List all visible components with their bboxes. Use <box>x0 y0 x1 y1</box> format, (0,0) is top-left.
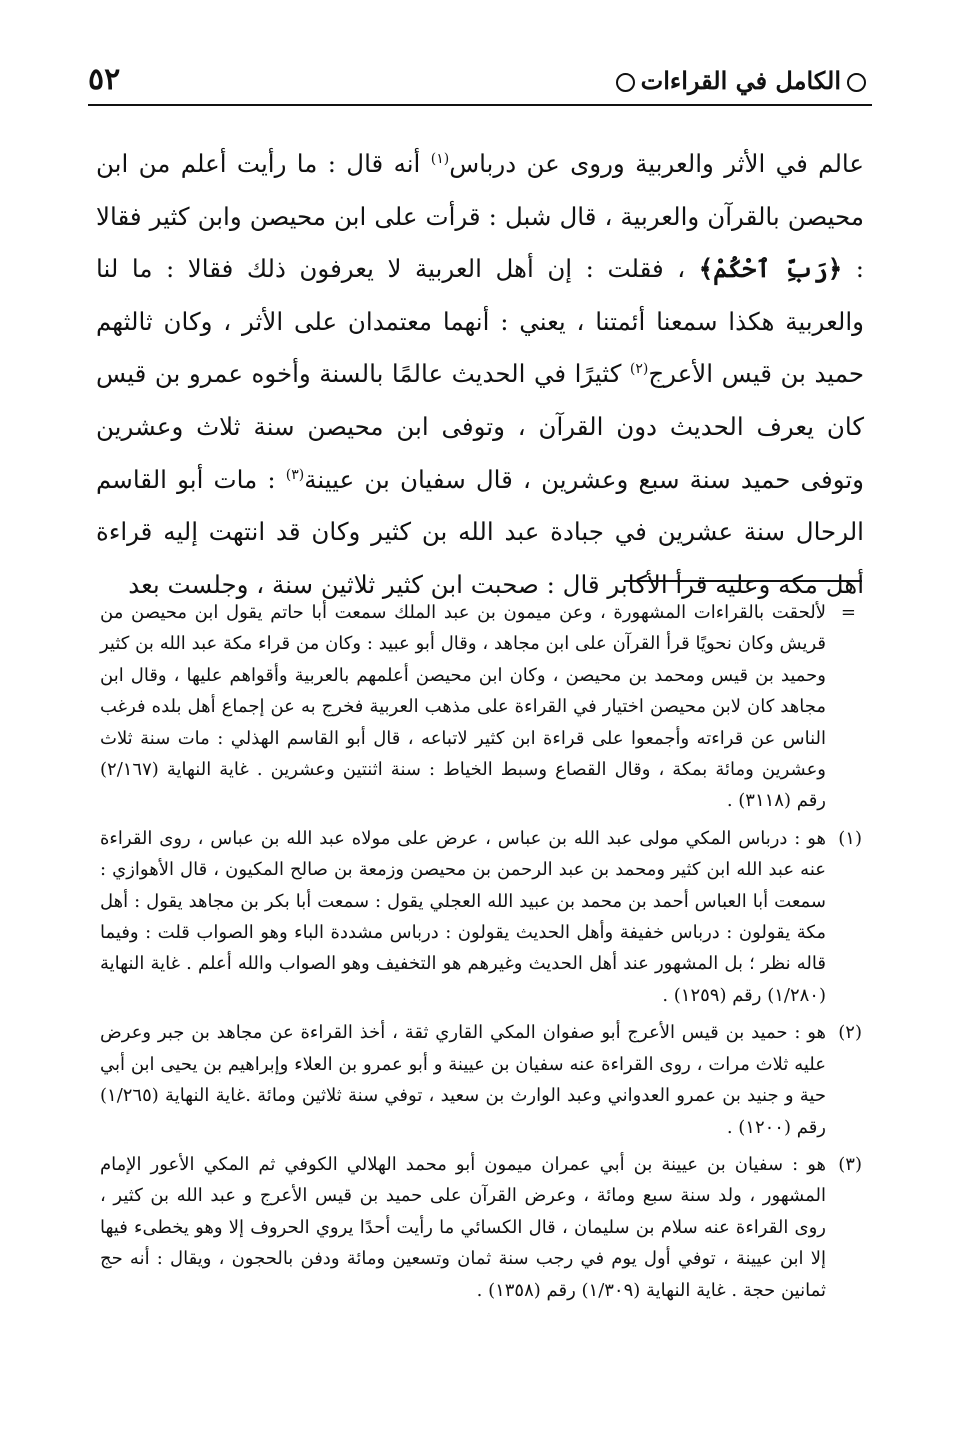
page-number: ٥٢ <box>88 62 121 97</box>
book-title-text: الكامل في القراءات <box>640 66 841 95</box>
main-text <box>96 138 864 611</box>
footnote-marker: = <box>840 602 856 623</box>
text-segment: كثيرًا في الحديث عالمًا بالسنة وأخوه عمرو بن قيس كان يعرف الحديث دون القرآن ، وتوفى ابن محيصن سنة ثلاث وعشرين وتوفى حميد سنة سبع وعشرين ، قال سفيان بن عيينة <box>96 359 864 494</box>
book-title <box>610 66 872 95</box>
footnote-text: لألحقت بالقراءات المشهورة ، وعن ميمون بن عبد الملك سمعت أبا حاتم يقول ابن محيصن من قريش وكان نحويًا قرأ القرآن على ابن مجاهد ، وقال أبو عبيد : وكان من قراء مكة عبد الله بن كثير وحميد بن قيس ومحمد بن محيصن ، وكان ابن محيصن أعلمهم بالعربية وأقواهم عليها ، وقال ابن مجاهد كان لابن محيصن اختيار في القراءة على مذهب العربية فخرج به عن إجماع أهل بلده فرغب الناس عن قراءته وأجمعوا على قراءة ابن كثير لاتباعه ، قال أبو القاسم الهذلي : مات سنة ثلاث وعشرين ومائة بمكة ، وقال القصاع وسبط الخياط : سنة اثنتين وعشرين . غاية النهاية (٢/١٦٧) رقم (٣١١٨) . <box>100 602 826 812</box>
text-segment: : مات أبو القاسم الرحال سنة عشرين في جبادة عبد الله بن كثير وكان قد انتهت إليه قراءة أهل مكة وعليه قرأ الأكابر قال : صحبت ابن كثير ثلاثين سنة ، وجلست بعد <box>96 464 864 599</box>
circle-ornament-icon <box>847 73 866 92</box>
footnote-continuation <box>100 597 862 817</box>
footnote-2 <box>100 1017 862 1143</box>
text-segment: أنه قال : ما رأيت أعلم من ابن محيصن بالقرآن والعربية ، قال شبل : قرأت على ابن محيصن وابن كثير فقالا : <box>96 149 864 284</box>
running-header <box>88 62 872 106</box>
footnote-1 <box>100 823 862 1011</box>
footnote-marker: (٣) <box>838 1153 862 1175</box>
footnote-text: هو : درباس المكي مولى عبد الله بن عباس ، عرض على مولاه عبد الله بن عباس ، روى القراءة عنه عبد الله ابن كثير ومحمد بن عبد الرحمن بن محيصن وزمعة بن صالح المكيون ، قال الأهوازي : سمعت أبا العباس أحمد بن محمد بن عبيد الله العجلي يقول : سمعت أبا بكر بن مجاهد يقول : أهل مكة يقولون : درباس خفيفة وأهل الحديث يقولون : درباس مشددة الباء وهو الصواب قلت : وفيما قاله نظر ؛ بل المشهور عند أهل الحديث وغيرهم هو التخفيف وهو الصواب والله أعلم . غاية النهاية (١/٢٨٠) رقم (١٢٥٩) . <box>100 827 826 1006</box>
footnote-text: هو : حميد بن قيس الأعرج أبو صفوان المكي القاري ثقة ، أخذ القراءة عن مجاهد بن جبر وعرض عليه ثلاث مرات ، روى القراءة عنه سفيان بن عيينة و أبو عمرو بن العلاء وإبراهيم بن يحيى ابن أبي حية و جنيد بن عمرو العدواني وعبد الوارث بن سعيد ، توفي سنة ثلاثين ومائة .غاية النهاية (١/٢٦٥) رقم (١٢٠٠) . <box>100 1022 826 1138</box>
text-segment: عالم في الأثر والعربية وروى عن درباس <box>449 149 864 178</box>
main-paragraph <box>96 138 864 611</box>
footnote-ref-2: (٢) <box>629 361 649 378</box>
quran-quote: ﴿رَبِّ ٱحْكُمْ﴾ <box>698 254 843 284</box>
text-segment: ، فقلت : إن أهل العربية لا يعرفون ذلك فقالا : ما لنا والعربية هكذا سمعنا أئمتنا ، يعني : أنهما معتمدان على الأثر ، وكان ثالثهم حميد بن قيس الأعرج <box>96 254 865 389</box>
footnotes <box>100 597 862 1306</box>
footnote-3 <box>100 1149 862 1306</box>
footnote-text: هو : سفيان بن عيينة بن أبي عمران ميمون أبو محمد الهلالي الكوفي ثم المكي الأعور الإمام المشهور ، ولد سنة سبع ومائة ، وعرض القرآن على حميد بن قيس الأعرج و عبد الله بن كثير ، روى القراءة عنه سلام بن سليمان ، قال الكسائي ما رأيت أحدًا يروي الحروف إلا وهو يخطىء فيها إلا ابن عيينة ، توفي أول يوم في رجب سنة ثمان وتسعين ومائة ودفن بالحجون ، ويقال : أنه حج ثمانين حجة . غاية النهاية (١/٣٠٩) رقم (١٣٥٨) . <box>100 1153 826 1301</box>
footnote-ref-3: (٣) <box>285 466 305 483</box>
footnote-separator <box>624 580 862 582</box>
circle-ornament-icon <box>616 73 635 92</box>
footnote-marker: (٢) <box>838 1022 862 1044</box>
footnote-ref-1: (١) <box>430 150 450 167</box>
footnote-marker: (١) <box>838 827 862 849</box>
